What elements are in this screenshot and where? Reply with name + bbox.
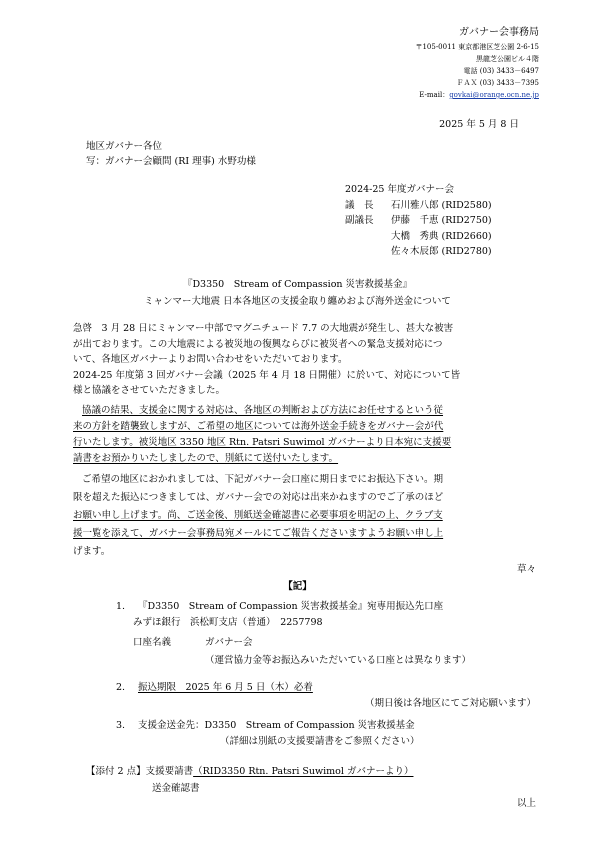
email-link[interactable]: govkai@orange.ocn.ne.jp — [449, 91, 539, 99]
item2-deadline: 振込期限 2025 年 6 月 5 日（木）必着 — [138, 682, 313, 693]
attachments-line — [86, 765, 413, 778]
sender-building: 黒龍芝公園ビル４階 — [476, 55, 539, 63]
email-label: E-mail： — [419, 91, 450, 99]
attachment-1-detail: （RID3350 Rtn. Patsri Suwimol ガバナーより） — [193, 766, 414, 777]
signatory-heading: 2024-25 年度ガバナー会 — [345, 184, 454, 195]
closing-phrase: 草々 — [516, 564, 536, 575]
document-subtitle: ミャンマー大地震 日本各地区の支援金取り纏めおよび海外送金について — [144, 296, 451, 307]
item1-holder-note: （運営協力金等お振込みいただいている口座とは異なります） — [205, 655, 472, 666]
body-line: 様と協議をさせていただきました。 — [73, 385, 226, 396]
sender-fax: ＦＡＸ (03) 3433－7395 — [456, 79, 539, 87]
sender-email-line — [419, 91, 539, 100]
recipient-primary: 地区ガバナー各位 — [86, 141, 163, 152]
attachments-label: 【添付 2 点】 — [86, 766, 146, 777]
body-line-underlined: 来の方針を踏襲致しますが、ご希望の地区については海外送金手続きをガバナー会が代 — [73, 421, 444, 432]
signatory-role: 議 長 — [345, 200, 374, 211]
signatory-row — [345, 230, 492, 243]
body-line-underlined: 請書をお預かりいたしましたので、別紙にて送付いたします。 — [73, 453, 339, 464]
item1-title: 『D3350 Stream of Compassion 災害救援基金』宛専用振込先口座 — [138, 601, 444, 612]
recipient-cc: 写：ガバナー会顧問 (RI 理事) 水野功様 — [86, 156, 256, 167]
sender-tel: 電話 (03) 3433－6497 — [463, 67, 539, 75]
document-title: 『D3350 Stream of Compassion 災害救援基金』 — [182, 279, 413, 290]
item3-note: （詳細は別紙の支援要請書をご参照ください） — [220, 736, 420, 747]
body-line-segment: お願い申し上げます。尚、ご送金後、別紙送金確認書に必要事項を明記の上、クラブ支 — [73, 510, 443, 521]
sender-address: 〒105-0011 東京都港区芝公園 2-6-15 — [415, 43, 539, 51]
signatory-row — [345, 245, 492, 258]
signatory-name: 佐々木辰郎 (RID2780) — [391, 246, 492, 257]
item3-recipient: 支援金送金先：D3350 Stream of Compassion 災害救援基金 — [138, 720, 415, 731]
signatory-role: 副議長 — [345, 215, 374, 226]
body-line: ご希望の地区におかれましては、下記ガバナー会口座に期日までにお振込下さい。期 — [82, 474, 444, 485]
notes-heading: 【記】 — [283, 581, 312, 592]
body-line: 急啓 3 月 28 日にミャンマー中部でマグニチュード 7.7 の大地震が発生し、甚大な被害 — [73, 323, 454, 334]
body-line-underlined: 行いたします。被災地区 3350 地区 Rtn. Patsri Suwimol ガバナーより日本宛に支援要 — [73, 437, 452, 448]
item-number: 3. — [116, 720, 126, 731]
attachment-1-name: 支援要請書 — [145, 766, 194, 777]
body-line: いて、各地区ガバナーよりお問い合わせをいただいております。 — [73, 354, 348, 365]
body-line: が出ております。この大地震による被災地の復興ならびに被災者への緊急支援対応につ — [73, 339, 443, 350]
attachment-2: 送金確認書 — [152, 783, 200, 794]
signatory-name: 伊藤 千恵 (RID2750) — [391, 215, 492, 226]
sender-name: ガバナー会事務局 — [459, 27, 539, 38]
body-line — [73, 527, 443, 540]
signatory-row — [345, 199, 492, 212]
signatory-row — [345, 214, 492, 227]
body-line: 2024-25 年度第 3 回ガバナー会議（2025 年 4 月 18 日開催）に於いて、対応について皆 — [73, 370, 461, 381]
item-number: 1. — [116, 601, 126, 612]
item1-holder: ガバナー会 — [205, 637, 253, 648]
signatory-name: 石川雅八郎 (RID2580) — [391, 200, 492, 211]
signatory-name: 大橋 秀典 (RID2660) — [391, 231, 492, 242]
item1-bank: みずほ銀行 浜松町支店（普通） 2257798 — [133, 617, 323, 628]
body-line — [73, 509, 443, 522]
item1-holder-label: 口座名義 — [133, 637, 172, 648]
body-line: 限を超えた振込につきましては、ガバナー会での対応は出来かねますのでご了承のほど — [73, 492, 444, 503]
end-phrase: 以上 — [516, 798, 536, 809]
item2-note: （期日後は各地区にてご対応願います） — [364, 698, 536, 709]
body-line-segment: 援一覧を添えて、ガバナー会事務局宛メールにてご報告くださいますようお願い申し上 — [73, 528, 444, 539]
item-number: 2. — [116, 682, 126, 693]
body-line: げます。 — [73, 546, 111, 557]
body-line-underlined: 協議の結果、支援金に関する対応は、各地区の判断および方法にお任せするという従 — [82, 405, 444, 416]
document-date: 2025 年 5 月 8 日 — [439, 119, 519, 130]
